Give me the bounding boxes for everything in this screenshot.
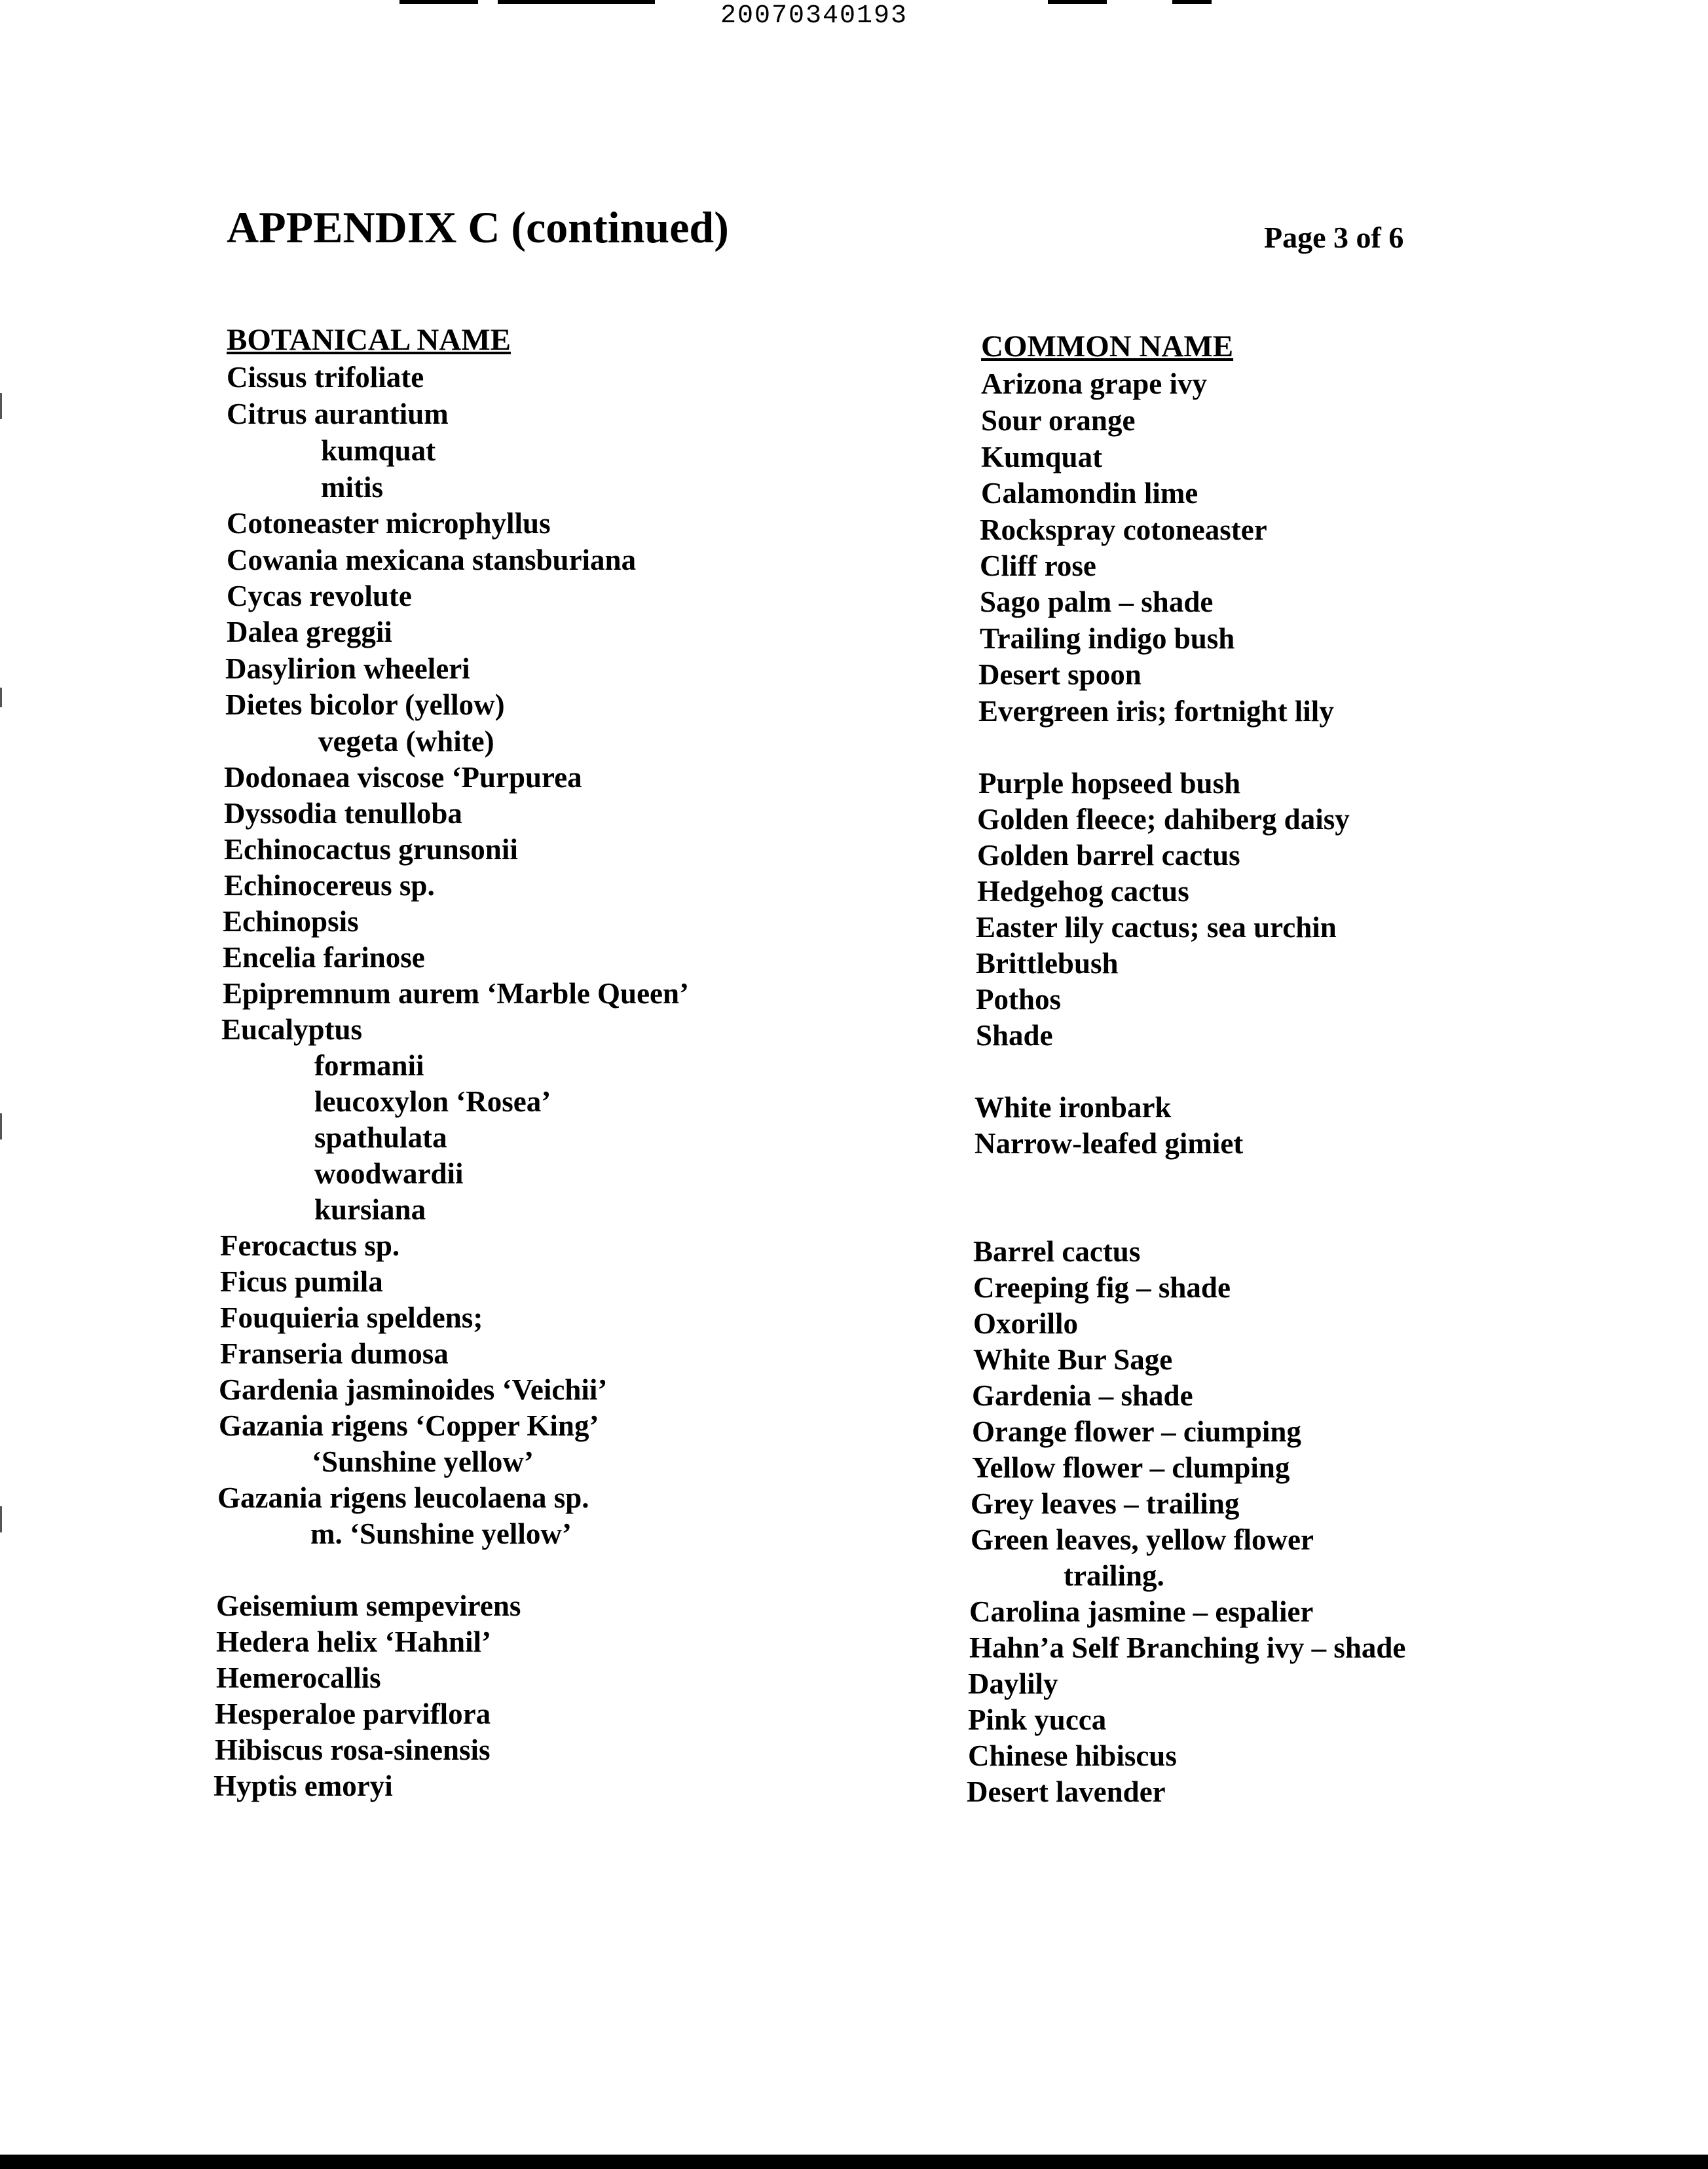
botanical-entry: Ferocactus sp.: [220, 1229, 400, 1262]
botanical-entry: Gazania rigens ‘Copper King’: [219, 1409, 599, 1442]
common-entry: Brittlebush: [976, 947, 1119, 980]
common-entry: Purple hopseed bush: [978, 767, 1241, 800]
botanical-entry: Dyssodia tenulloba: [224, 797, 462, 830]
botanical-entry: woodwardii: [314, 1157, 464, 1190]
botanical-entry: kursiana: [314, 1193, 426, 1226]
common-entry: Hahn’a Self Branching ivy – shade: [969, 1631, 1406, 1664]
common-entry: Narrow-leafed gimiet: [975, 1127, 1244, 1160]
scan-bottom-bar: [0, 2155, 1708, 2169]
botanical-name-header: BOTANICAL NAME: [227, 323, 511, 357]
common-entry: Yellow flower – clumping: [972, 1451, 1290, 1484]
common-entry: Kumquat: [981, 441, 1103, 473]
botanical-entry: Fouquieria speldens;: [220, 1301, 483, 1334]
botanical-entry: Hibiscus rosa-sinensis: [215, 1733, 491, 1766]
page-number: Page 3 of 6: [1264, 221, 1404, 254]
common-entry: Gardenia – shade: [972, 1379, 1193, 1412]
scan-mark: [498, 0, 655, 4]
common-entry: Green leaves, yellow flower: [971, 1523, 1314, 1556]
common-entry: Pink yucca: [968, 1703, 1107, 1736]
common-entry: Carolina jasmine – espalier: [969, 1595, 1314, 1628]
scan-edge-mark: [0, 688, 2, 707]
common-entry: Sour orange: [981, 404, 1136, 437]
botanical-entry: Gazania rigens leucolaena sp.: [217, 1481, 589, 1514]
page-title: APPENDIX C (continued): [227, 202, 729, 252]
common-entry: Rockspray cotoneaster: [980, 513, 1267, 546]
common-entry: Hedgehog cactus: [977, 875, 1189, 908]
botanical-entry: formanii: [314, 1049, 424, 1082]
common-entry: Oxorillo: [973, 1307, 1078, 1340]
common-entry: Orange flower – ciumping: [972, 1415, 1301, 1448]
common-entry: Golden barrel cactus: [977, 839, 1240, 872]
botanical-entry: kumquat: [321, 434, 436, 467]
scan-edge-mark: [0, 393, 2, 419]
botanical-entry: Dalea greggii: [227, 616, 392, 648]
botanical-entry: Echinopsis: [223, 905, 359, 938]
common-entry: Creeping fig – shade: [973, 1271, 1231, 1304]
botanical-entry: Cowania mexicana stansburiana: [227, 544, 637, 576]
botanical-entry: Ficus pumila: [220, 1265, 383, 1298]
common-entry: trailing.: [1064, 1559, 1164, 1592]
common-entry: Shade: [976, 1019, 1053, 1052]
common-entry: Trailing indigo bush: [980, 622, 1235, 655]
botanical-entry: vegeta (white): [318, 725, 494, 758]
botanical-entry: Echinocereus sp.: [224, 869, 435, 902]
common-entry: Grey leaves – trailing: [971, 1487, 1240, 1520]
common-entry: Barrel cactus: [973, 1235, 1141, 1268]
botanical-entry: Cotoneaster microphyllus: [227, 507, 551, 540]
botanical-entry: Dasylirion wheeleri: [225, 652, 470, 685]
common-entry: Daylily: [968, 1667, 1058, 1700]
botanical-entry: ‘Sunshine yellow’: [312, 1445, 534, 1478]
scan-edge-mark: [0, 1506, 2, 1532]
botanical-entry: mitis: [321, 471, 383, 504]
botanical-entry: Hesperaloe parviflora: [215, 1697, 491, 1730]
botanical-entry: Eucalyptus: [221, 1013, 363, 1046]
document-id: 20070340193: [720, 1, 908, 31]
scan-mark: [1048, 0, 1107, 4]
common-entry: Desert lavender: [967, 1775, 1166, 1808]
botanical-entry: spathulata: [314, 1121, 447, 1154]
botanical-entry: Franseria dumosa: [220, 1337, 449, 1370]
botanical-entry: Cissus trifoliate: [227, 361, 424, 394]
botanical-entry: Hyptis emoryi: [214, 1770, 393, 1802]
common-entry: Easter lily cactus; sea urchin: [976, 911, 1337, 944]
botanical-entry: Citrus aurantium: [227, 398, 449, 430]
common-entry: Cliff rose: [980, 549, 1096, 582]
botanical-entry: m. ‘Sunshine yellow’: [310, 1517, 572, 1550]
common-entry: Calamondin lime: [981, 477, 1198, 510]
botanical-entry: Hedera helix ‘Hahnil’: [216, 1625, 491, 1658]
scan-mark: [1172, 0, 1212, 4]
botanical-entry: Gardenia jasminoides ‘Veichii’: [219, 1373, 608, 1406]
botanical-entry: Epipremnum aurem ‘Marble Queen’: [223, 977, 690, 1010]
botanical-entry: Cycas revolute: [227, 580, 412, 612]
botanical-entry: Dodonaea viscose ‘Purpurea: [224, 761, 582, 794]
common-entry: Golden fleece; dahiberg daisy: [977, 803, 1350, 836]
scan-mark: [399, 0, 478, 4]
common-entry: Arizona grape ivy: [981, 367, 1207, 400]
common-entry: Desert spoon: [978, 658, 1142, 691]
common-name-header: COMMON NAME: [981, 329, 1234, 363]
common-entry: White Bur Sage: [973, 1343, 1173, 1376]
common-entry: Chinese hibiscus: [968, 1739, 1177, 1772]
botanical-entry: Echinocactus grunsonii: [224, 833, 518, 866]
botanical-entry: Hemerocallis: [216, 1661, 381, 1694]
common-entry: Pothos: [976, 983, 1062, 1016]
scan-edge-mark: [0, 1113, 2, 1140]
botanical-entry: Dietes bicolor (yellow): [225, 688, 505, 721]
common-entry: Sago palm – shade: [980, 585, 1214, 618]
common-entry: White ironbark: [975, 1091, 1172, 1124]
botanical-entry: Geisemium sempevirens: [216, 1589, 521, 1622]
common-entry: Evergreen iris; fortnight lily: [978, 695, 1334, 728]
botanical-entry: leucoxylon ‘Rosea’: [314, 1085, 551, 1118]
botanical-entry: Encelia farinose: [223, 941, 425, 974]
